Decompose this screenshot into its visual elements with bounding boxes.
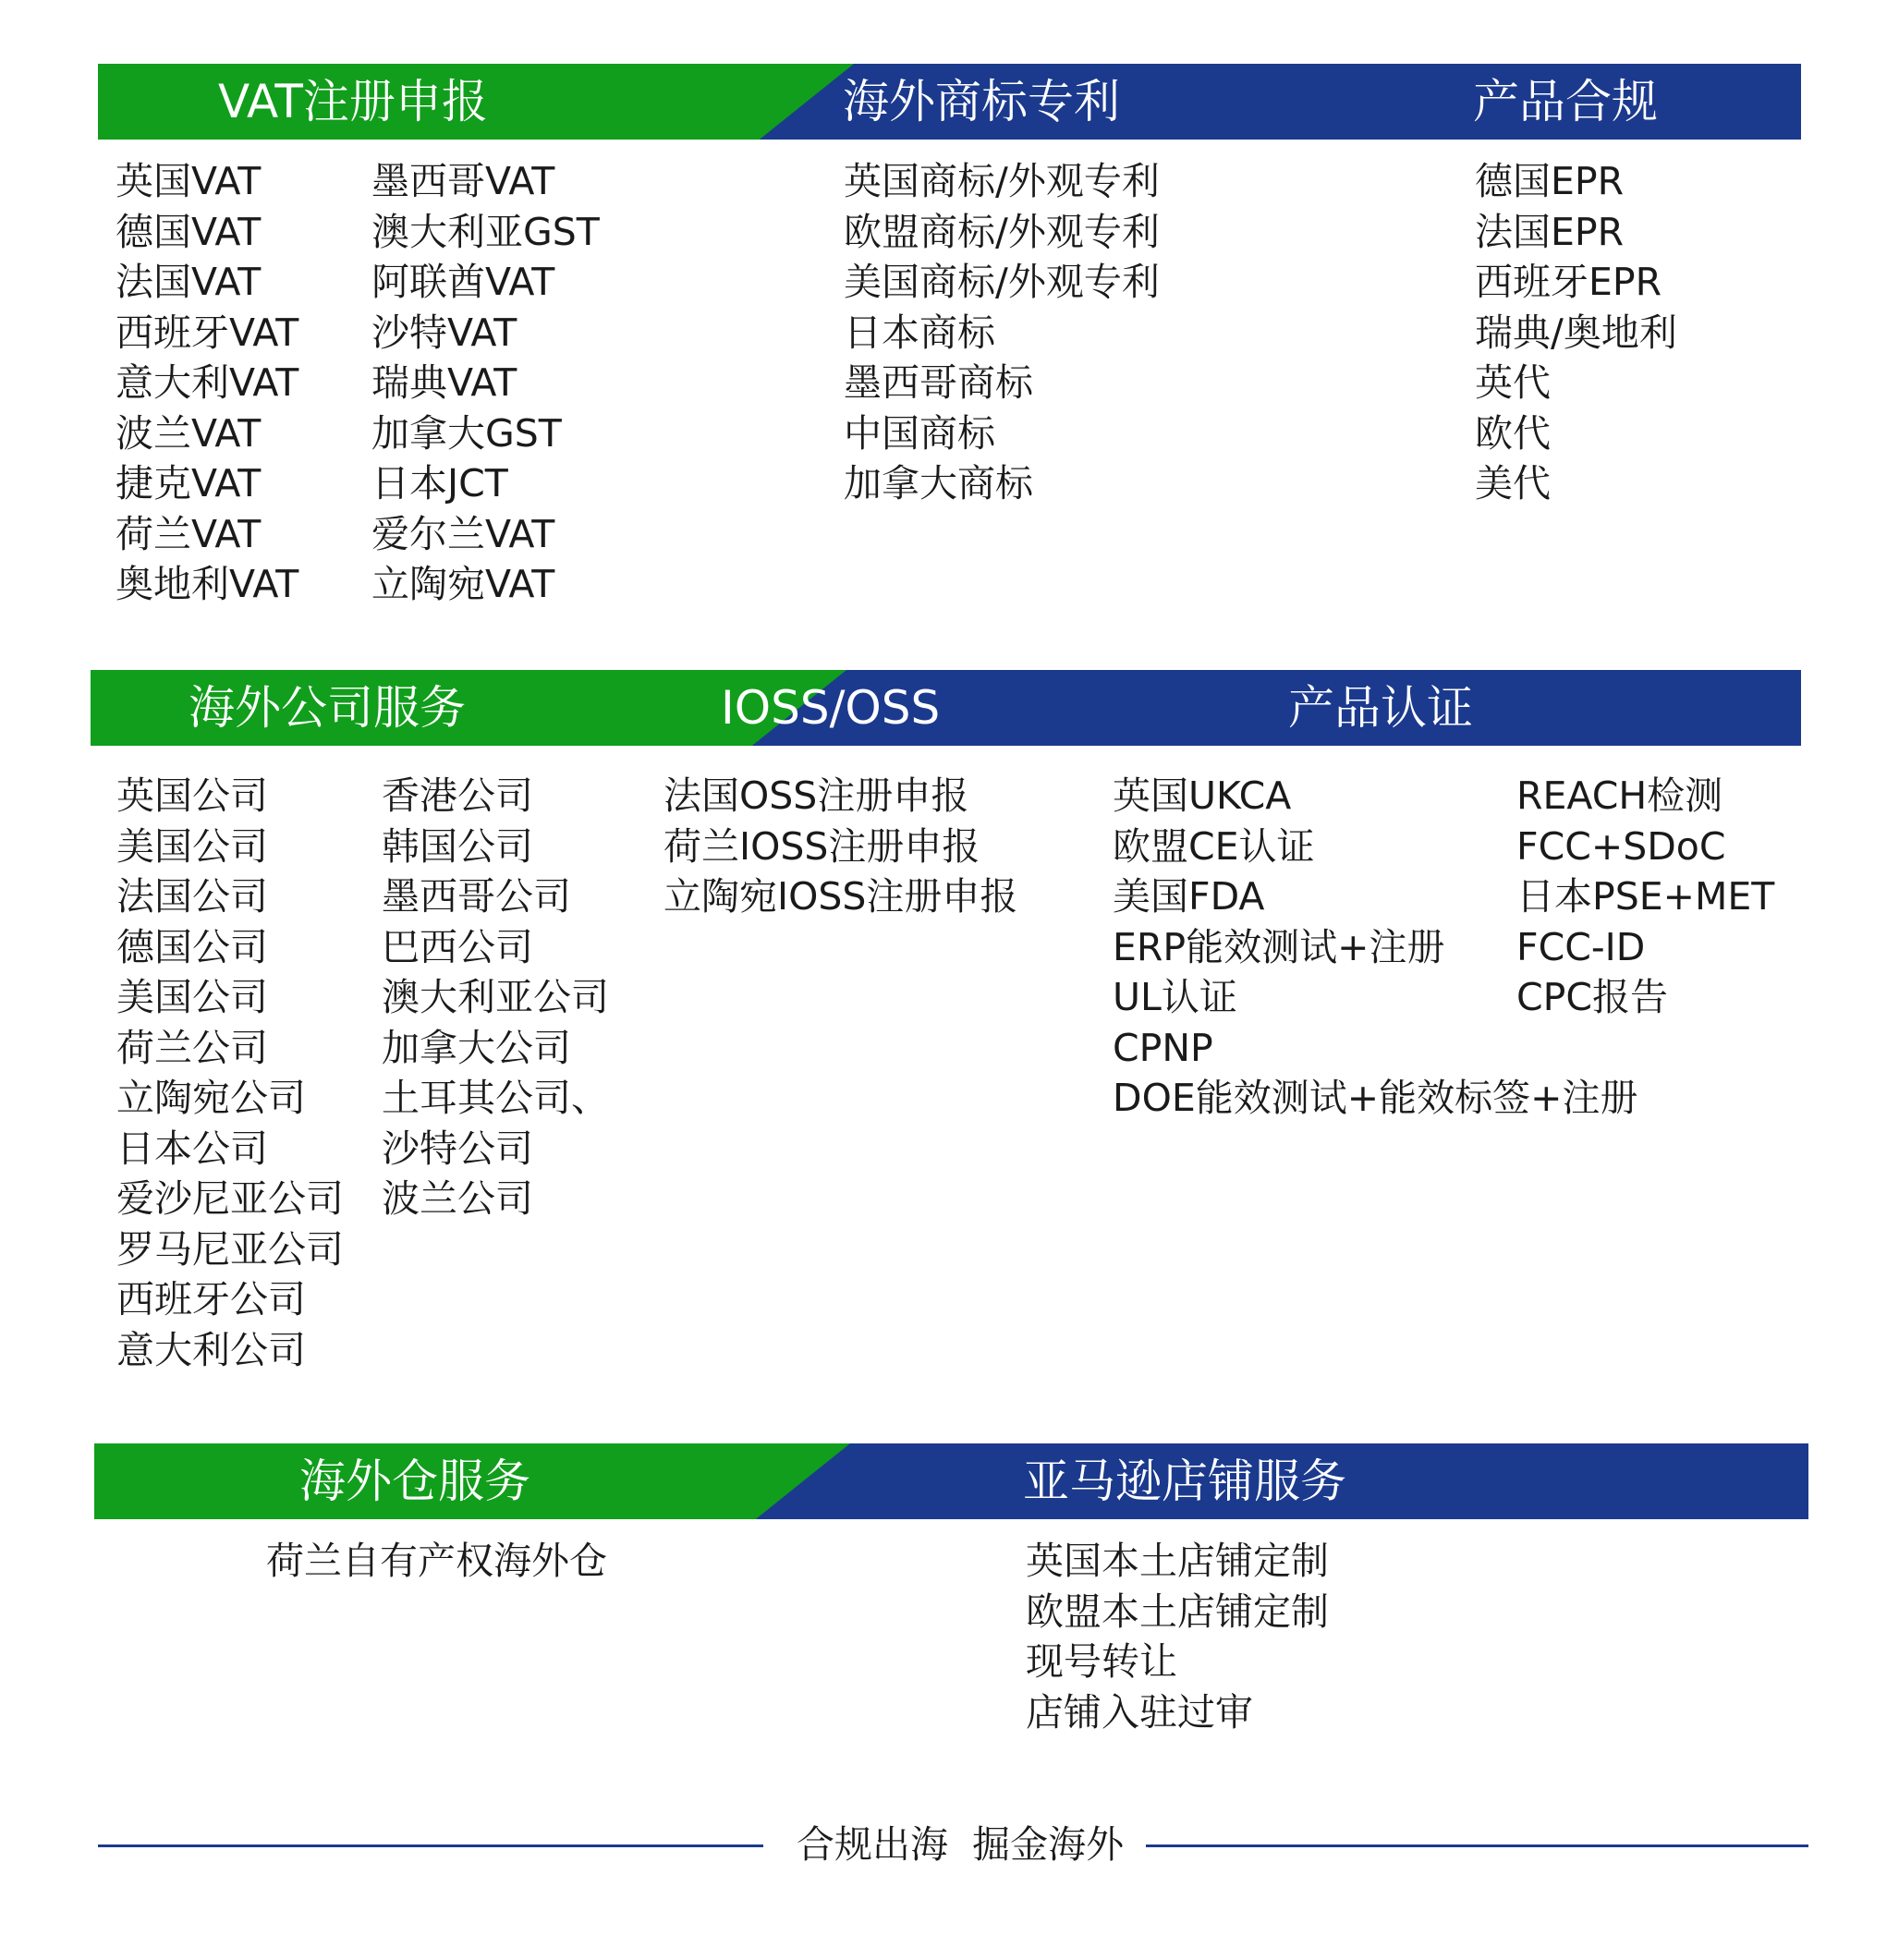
compliance-list [1475, 156, 1677, 509]
list-item: 英国UKCA [1113, 773, 1292, 818]
section3-header-band [94, 1443, 1808, 1519]
warehouse-list [266, 1536, 607, 1587]
list-item: FCC-ID [1516, 924, 1646, 969]
list-item: CPC报告 [1516, 975, 1668, 1019]
list-item: 荷兰自有产权海外仓 [266, 1539, 607, 1583]
list-item: 加拿大GST [371, 410, 562, 456]
list-item: 店铺入驻过审 [1026, 1689, 1253, 1735]
list-item: 英国本土店铺定制 [1026, 1539, 1329, 1583]
list-item: 西班牙EPR [1475, 260, 1662, 304]
footer-divider-right [1146, 1844, 1808, 1847]
list-item: 加拿大商标 [844, 461, 1033, 505]
list-item: 现号转让 [1026, 1639, 1177, 1684]
footer-divider-left [98, 1844, 763, 1847]
list-item: 沙特VAT [371, 310, 517, 355]
list-item: 英代 [1475, 360, 1551, 405]
list-item: 爱尔兰VAT [371, 511, 555, 556]
company-list-2 [382, 771, 609, 1224]
compliance-title: 产品合规 [1473, 75, 1658, 128]
list-item: 澳大利亚公司 [382, 975, 609, 1019]
list-item: 德国VAT [116, 209, 262, 254]
list-item: 德国EPR [1475, 159, 1625, 203]
certification-list-2 [1516, 771, 1774, 1023]
list-item: 法国EPR [1475, 209, 1625, 254]
section2-header-band [91, 670, 1801, 746]
list-item: 德国公司 [116, 924, 268, 969]
list-item: 西班牙公司 [116, 1277, 306, 1321]
list-item: 沙特公司 [382, 1126, 533, 1171]
list-item: 捷克VAT [116, 461, 262, 505]
list-item: 土耳其公司、 [382, 1076, 609, 1120]
list-item: 立陶宛IOSS注册申报 [663, 874, 1018, 919]
section1-header-band [98, 64, 1801, 140]
list-item: 欧盟CE认证 [1113, 823, 1315, 869]
list-item: 香港公司 [382, 773, 533, 818]
list-item: 中国商标 [844, 410, 995, 456]
list-item: 欧盟商标/外观专利 [844, 209, 1160, 254]
list-item: 意大利VAT [116, 360, 299, 405]
list-item: 欧盟本土店铺定制 [1026, 1589, 1329, 1634]
list-item: 荷兰VAT [116, 511, 262, 556]
vat-title: VAT注册申报 [218, 75, 488, 128]
vat-list-2 [371, 156, 600, 610]
list-item: 日本商标 [844, 310, 995, 355]
list-item: 意大利公司 [116, 1327, 306, 1372]
list-item: 墨西哥VAT [371, 159, 555, 203]
list-item: 瑞典VAT [371, 360, 517, 405]
list-item: 美国公司 [116, 823, 268, 869]
list-item: 英国公司 [116, 773, 268, 818]
list-item: 波兰公司 [382, 1176, 533, 1221]
company-title: 海外公司服务 [189, 681, 466, 735]
certification-title: 产品认证 [1288, 681, 1473, 735]
list-item: 英国VAT [116, 159, 262, 203]
list-item: 墨西哥公司 [382, 874, 571, 919]
list-item: 立陶宛VAT [371, 562, 555, 606]
list-item: 英国商标/外观专利 [844, 159, 1160, 203]
list-item: 墨西哥商标 [844, 360, 1033, 405]
list-item: 加拿大公司 [382, 1025, 571, 1070]
list-item: REACH检测 [1516, 773, 1723, 818]
list-item: 罗马尼亚公司 [116, 1226, 344, 1272]
list-item: 美国FDA [1113, 874, 1265, 919]
list-item: 日本JCT [371, 461, 508, 505]
list-item: 美国公司 [116, 975, 268, 1019]
amazon-title: 亚马逊店铺服务 [1023, 1455, 1346, 1508]
list-item: 阿联酋VAT [371, 260, 555, 304]
list-item: FCC+SDoC [1516, 823, 1726, 869]
list-item: 日本PSE+MET [1516, 874, 1775, 919]
list-item: 立陶宛公司 [116, 1076, 306, 1120]
list-item: 日本公司 [116, 1126, 268, 1171]
list-item: 奥地利VAT [116, 562, 299, 606]
list-item: 西班牙VAT [116, 310, 299, 355]
ioss-title: IOSS/OSS [721, 681, 941, 735]
list-item: 波兰VAT [116, 410, 262, 456]
list-item: 瑞典/奥地利 [1475, 310, 1677, 355]
vat-list-1 [116, 156, 298, 610]
trademark-title: 海外商标专利 [843, 75, 1120, 128]
footer-slogan: 合规出海 掘金海外 [797, 1822, 1125, 1867]
list-item: CPNP [1113, 1025, 1213, 1070]
list-item: 荷兰IOSS注册申报 [663, 823, 980, 869]
trademark-list [844, 156, 1160, 509]
list-item: ERP能效测试+注册 [1113, 924, 1445, 969]
list-item: 美代 [1475, 461, 1551, 505]
list-item: 韩国公司 [382, 823, 533, 869]
amazon-list [1026, 1536, 1329, 1737]
list-item: UL认证 [1113, 975, 1237, 1019]
company-list-1 [116, 771, 344, 1375]
list-item: 爱沙尼亚公司 [116, 1176, 344, 1221]
list-item: 荷兰公司 [116, 1025, 268, 1070]
list-item: 巴西公司 [382, 924, 533, 969]
list-item: DOE能效测试+能效标签+注册 [1113, 1076, 1638, 1120]
list-item: 澳大利亚GST [371, 209, 600, 254]
list-item: 法国VAT [116, 260, 262, 304]
list-item: 法国公司 [116, 874, 268, 919]
ioss-list [663, 771, 1017, 922]
warehouse-title: 海外仓服务 [299, 1455, 530, 1508]
list-item: 美国商标/外观专利 [844, 260, 1160, 304]
list-item: 法国OSS注册申报 [663, 773, 969, 818]
list-item: 欧代 [1475, 410, 1551, 456]
